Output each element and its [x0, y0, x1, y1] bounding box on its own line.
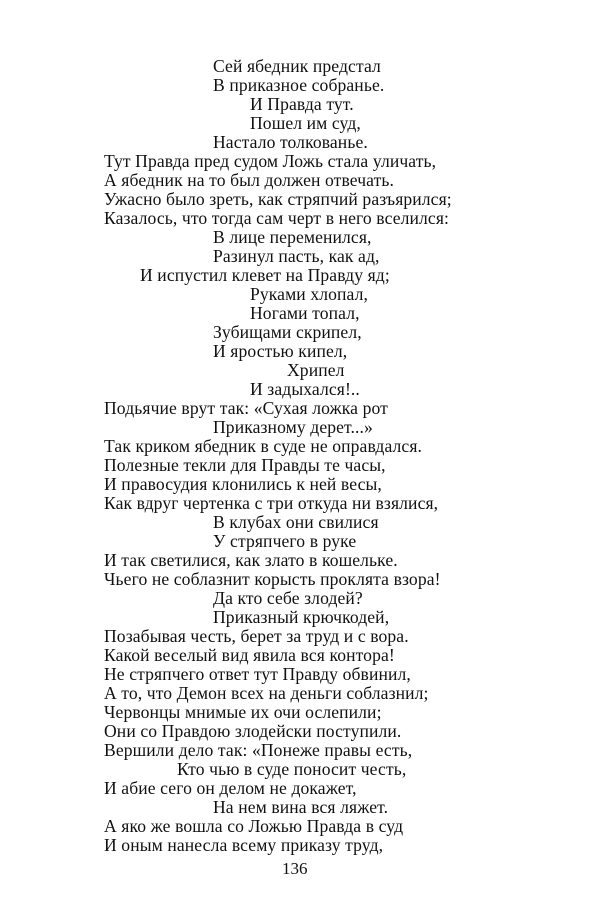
- poem-line: И оным нанесла всему приказу труд,: [104, 835, 384, 855]
- poem-line: В приказное собранье.: [213, 75, 385, 95]
- poem-line: Кто чью в суде поносит честь,: [177, 759, 407, 779]
- poem-line: А то, что Демон всех на деньги соблазнил;: [104, 683, 429, 703]
- poem-line: Не стряпчего ответ тут Правду обвинил,: [104, 664, 411, 684]
- poem-line: Ногами топал,: [250, 303, 360, 323]
- poem-line: Тут Правда пред судом Ложь стала уличать,: [104, 151, 437, 171]
- poem-line: Настало толкованье.: [213, 132, 368, 152]
- poem-line: Руками хлопал,: [250, 284, 368, 304]
- poem-line: Вершили дело так: «Понеже правы есть,: [104, 740, 413, 760]
- poem-line: Подьячие врут так: «Сухая ложка рот: [104, 398, 388, 418]
- poem-line: Червонцы мнимые их очи ослепили;: [104, 702, 382, 722]
- poem-line: И абие сего он делом не докажет,: [104, 778, 357, 798]
- poem-line: Казалось, что тогда сам черт в него вселился:: [104, 208, 450, 228]
- poem-line: В лице переменился,: [213, 227, 372, 247]
- poem-line: Как вдруг чертенка с три откуда ни взялися,: [104, 493, 439, 513]
- poem-line: И испустил клевет на Правду яд;: [140, 265, 390, 285]
- poem-line: Разинул пасть, как ад,: [213, 246, 380, 266]
- poem-line: И яростью кипел,: [213, 341, 348, 361]
- poem-line: А яко же вошла со Ложью Правда в суд: [104, 816, 404, 836]
- poem-line: И правосудия клонились к ней весы,: [104, 474, 382, 494]
- poem-line: Ужасно было зреть, как стряпчий разъярился;: [104, 189, 452, 209]
- poem-line: Какой веселый вид явила вся контора!: [104, 645, 395, 665]
- poem-line: И Правда тут.: [250, 94, 354, 114]
- poem-line: Приказный крючкодей,: [213, 607, 390, 627]
- poem-line: Сей ябедник предстал: [213, 56, 381, 76]
- poem-line: Хрипел: [287, 360, 345, 380]
- poem-line: У стряпчего в руке: [213, 531, 357, 551]
- poem-line: Так криком ябедник в суде не оправдался.: [104, 436, 423, 456]
- poem-line: Чьего не соблазнит корысть проклята взора!: [104, 569, 441, 589]
- poem-line: Полезные текли для Правды те часы,: [104, 455, 386, 475]
- poem-line: И так светилися, как злато в кошельке.: [104, 550, 398, 570]
- poem-line: Позабывая честь, берет за труд и с вора.: [104, 626, 409, 646]
- poem-line: Зубищами скрипел,: [213, 322, 362, 342]
- poem-line: Приказному дерет...»: [213, 417, 373, 437]
- poem-line: В клубах они свилися: [213, 512, 379, 532]
- poem-line: И задыхался!..: [250, 379, 360, 399]
- page-number: 136: [282, 859, 308, 878]
- poem-line: А ябедник на то был должен отвечать.: [104, 170, 395, 190]
- poem-line: Они со Правдою злодейски поступили.: [104, 721, 402, 741]
- poem-line: Пошел им суд,: [250, 113, 361, 133]
- poem-line: Да кто себе злодей?: [213, 588, 363, 608]
- poem-line: На нем вина вся ляжет.: [213, 797, 389, 817]
